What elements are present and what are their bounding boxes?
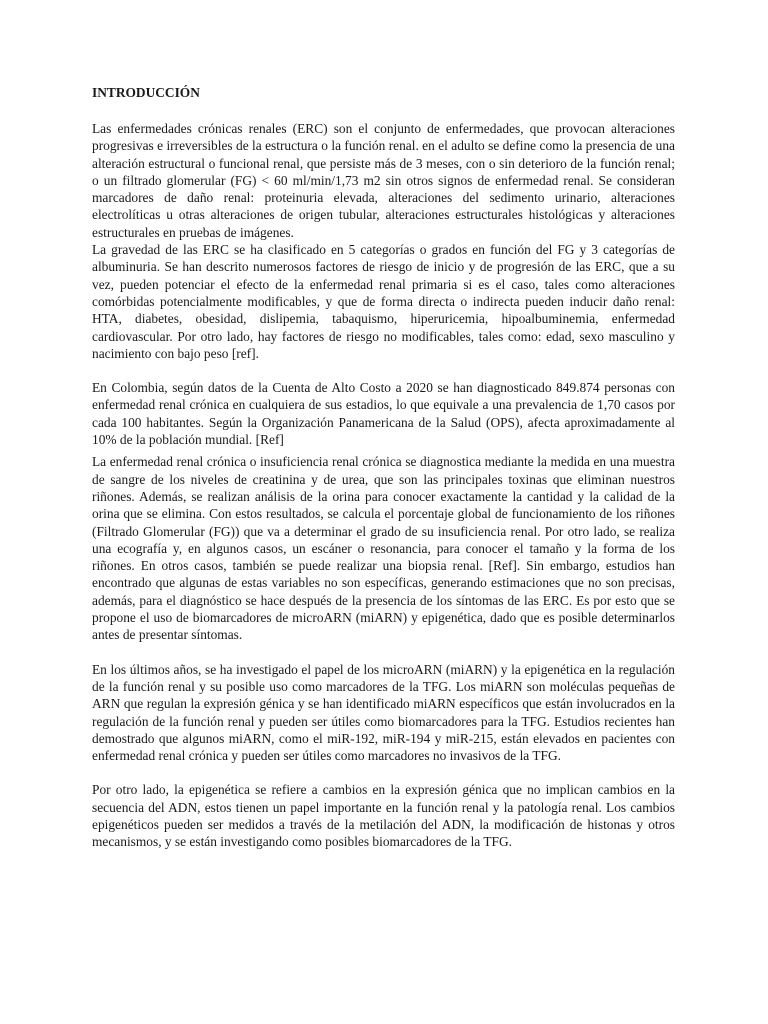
- paragraph-mirna: En los últimos años, se ha investigado el papel de los microARN (miARN) y la epigenética en la regulación de la función renal y su posible uso como marcadores de la TFG. Los miARN son moléculas pequeñas de ARN que regulan la expresión génica y se han identificado miARN específicos que están involucrados en la regulación de la función renal y pueden ser útiles como biomarcadores para la TFG. Estudios recientes han demostrado que algunos miARN, como el miR-192, miR-194 y miR-215, están elevados en pacientes con enfermedad renal crónica y pueden ser útiles como marcadores no invasivos de la TFG.: [92, 661, 675, 764]
- document-page: [92, 84, 675, 851]
- paragraph-epigenetics: Por otro lado, la epigenética se refiere a cambios en la expresión génica que no implican cambios en la secuencia del ADN, estos tienen un papel importante en la función renal y la patología renal. Los cambios epigenéticos pueden ser medidos a través de la metilación del ADN, la modificación de histonas y otros mecanismos, y se están investigando como posibles biomarcadores de la TFG.: [92, 782, 675, 850]
- section-heading: INTRODUCCIÓN: [92, 85, 200, 100]
- paragraph-erc-severity: La gravedad de las ERC se ha clasificado en 5 categorías o grados en función del FG y 3 categorías de albuminuria. Se han descrito numerosos factores de riesgo de inicio y de progresión de las ERC, que a su vez, pueden potenciar el efecto de la enfermedad renal primaria si es el caso, tales como alteraciones comórbidas potencialmente modificables, y que de forma directa o indirecta pueden inducir daño renal: HTA, diabetes, obesidad, dislipemia, tabaquismo, hiperuricemia, hipoalbuminemia, enfermedad cardiovascular. Por otro lado, hay factores de riesgo no modificables, tales como: edad, sexo masculino y nacimiento con bajo peso [ref].: [92, 242, 675, 361]
- paragraph-erc-definition: Las enfermedades crónicas renales (ERC) son el conjunto de enfermedades, que provocan alteraciones progresivas e irreversibles de la estructura o la función renal. en el adulto se define como la presencia de una alteración estructural o funcional renal, que persiste más de 3 meses, con o sin deterioro de la función renal; o un filtrado glomerular (FG) < 60 ml/min/1,73 m2 sin otros signos de enfermedad renal. Se consideran marcadores de daño renal: proteinuria elevada, alteraciones del sedimento urinario, alteraciones electrolíticas u otras alteraciones de origen tubular, alteraciones estructurales histológicas y alteraciones estructurales en pruebas de imágenes.: [92, 121, 675, 240]
- paragraph-colombia-prevalence: En Colombia, según datos de la Cuenta de Alto Costo a 2020 se han diagnosticado 849.874 personas con enfermedad renal crónica en cualquiera de sus estadios, lo que equivale a una prevalencia de 1,70 casos por cada 100 habitantes. Según la Organización Panamericana de la Salud (OPS), afecta aproximadamente al 10% de la población mundial. [Ref]: [92, 380, 675, 448]
- paragraph-diagnosis: La enfermedad renal crónica o insuficiencia renal crónica se diagnostica mediante la medida en una muestra de sangre de los niveles de creatinina y de urea, que son las principales toxinas que eliminan nuestros riñones. Además, se realizan análisis de la orina para conocer exactamente la cantidad y la calidad de la orina que se elimina. Con estos resultados, se calcula el porcentaje global de funcionamiento de los riñones (Filtrado Glomerular (FG)) que va a determinar el grado de su insuficiencia renal. Por otro lado, se realiza una ecografía y, en algunos casos, un escáner o resonancia, para conocer el tamaño y la forma de los riñones. En otros casos, también se puede realizar una biopsia renal. [Ref]. Sin embargo, estudios han encontrado que algunas de estas variables no son específicas, generando estimaciones que no son precisas, además, para el diagnóstico se hace después de la presencia de los síntomas de las ERC. Es por esto que se propone el uso de biomarcadores de microARN (miARN) y epigenética, dado que es posible determinarlos antes de presentar síntomas.: [92, 454, 675, 643]
